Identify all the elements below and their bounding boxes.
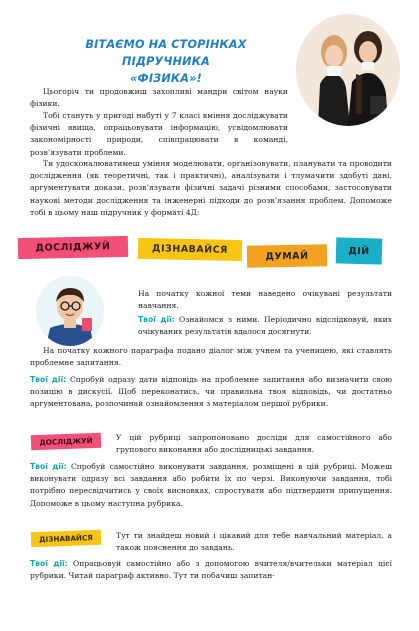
expected-results-text: На початку кожної теми наведено очікувані результати навчання. [138, 289, 392, 311]
banner-think: ДУМАЙ [247, 244, 327, 267]
tvoi-dii-label: Твої дії: [30, 375, 67, 384]
tvoi-dii-label: Твої дії: [30, 559, 68, 568]
page-title-line2: «ФІЗИКА»! [130, 72, 202, 85]
learn-text: Тут ти знайдеш новий і цікавий для тебе навчальний матеріал, а також пояснення до завдань. [116, 531, 392, 553]
tvoi-dii-label: Твої дії: [30, 462, 67, 471]
dialog-text: На початку кожного параграфа подано діалог між учнем та ученицею, які ставлять проблемне запитання. [30, 346, 392, 368]
dialog-action [30, 374, 392, 411]
banner-learn: ДІЗНАВАЙСЯ [138, 238, 242, 261]
intro-paragraph-1: Цьогоріч ти продовжиш захопливі мандри світом науки фізики. [30, 87, 288, 109]
boy-with-glasses-photo [36, 276, 104, 346]
two-girls-photo [296, 14, 400, 126]
learn-action-text: Опрацьовуй самостійно або з допомогою вчителя/вчительки матеріал цієї рубрики. Читай параграф активно. Тут ти побачиш запитан- [30, 559, 392, 581]
expected-results-action [138, 314, 392, 338]
intro-paragraph-3: Ти удосконалюватимеш уміння моделювати, організовувати, планувати та проводити дослідження (як теоретичні, так і практичні), аналізувати і тлумачити здобуті дані, аргументувати докази, розв’язувати фізичні задачі різними способами, застосовувати наукові методи дослідження та інженерні підходи до розв’язання проблем. Допоможе тобі в цьому наш підручник у форматі 4Д: [30, 159, 392, 217]
tvoi-dii-label: Твої дії: [138, 315, 175, 324]
intro-paragraph-2: Тобі стануть у пригоді набуті у 7 класі вміння досліджувати фізичні явища, опрацьовувати інформацію, усвідомлювати закономірності природи, співпрацювати в команді, розв’язувати проблеми. [30, 111, 288, 157]
ribbon-learn: ДІЗНАВАЙСЯ [31, 530, 101, 547]
page-title [46, 36, 286, 87]
banner-research: ДОСЛІДЖУЙ [18, 236, 128, 259]
expected-results-action-text: Ознайомся з ними. Періодично відслідковуй, яких очікуваних результатів вдалося досягнути. [138, 315, 392, 337]
research-action-text: Спробуй самостійно виконувати завдання, розміщені в цій рубриці. Можеш виконувати одразу всі завдання або робити їх по черзі. Виконуючи завдання, тобі потрібно пересвідчитись у своїх висновках, спростувати або підтвердити припущення. Допоможе в цьому наступна рубрика. [30, 462, 392, 508]
research-text: У цій рубриці запропоновано досліди для самостійного або групового виконання або дослідницькі завдання. [116, 433, 392, 455]
ribbon-research: ДОСЛІДЖУЙ [31, 433, 101, 450]
research-action [30, 461, 392, 510]
learn-action [30, 558, 392, 582]
banner-act: ДІЙ [336, 237, 383, 264]
dialog-action-text: Спробуй одразу дати відповідь на проблемне запитання або визначити свою позицію в дискусії. Щоб переконатись, чи правильна твоя відповідь, чи достатньо аргументована, розпочинай ознайомлення з матеріалом першої рубрики. [30, 375, 393, 409]
page-title-line1: ВІТАЄМО НА СТОРІНКАХ ПІДРУЧНИКА [85, 38, 247, 68]
